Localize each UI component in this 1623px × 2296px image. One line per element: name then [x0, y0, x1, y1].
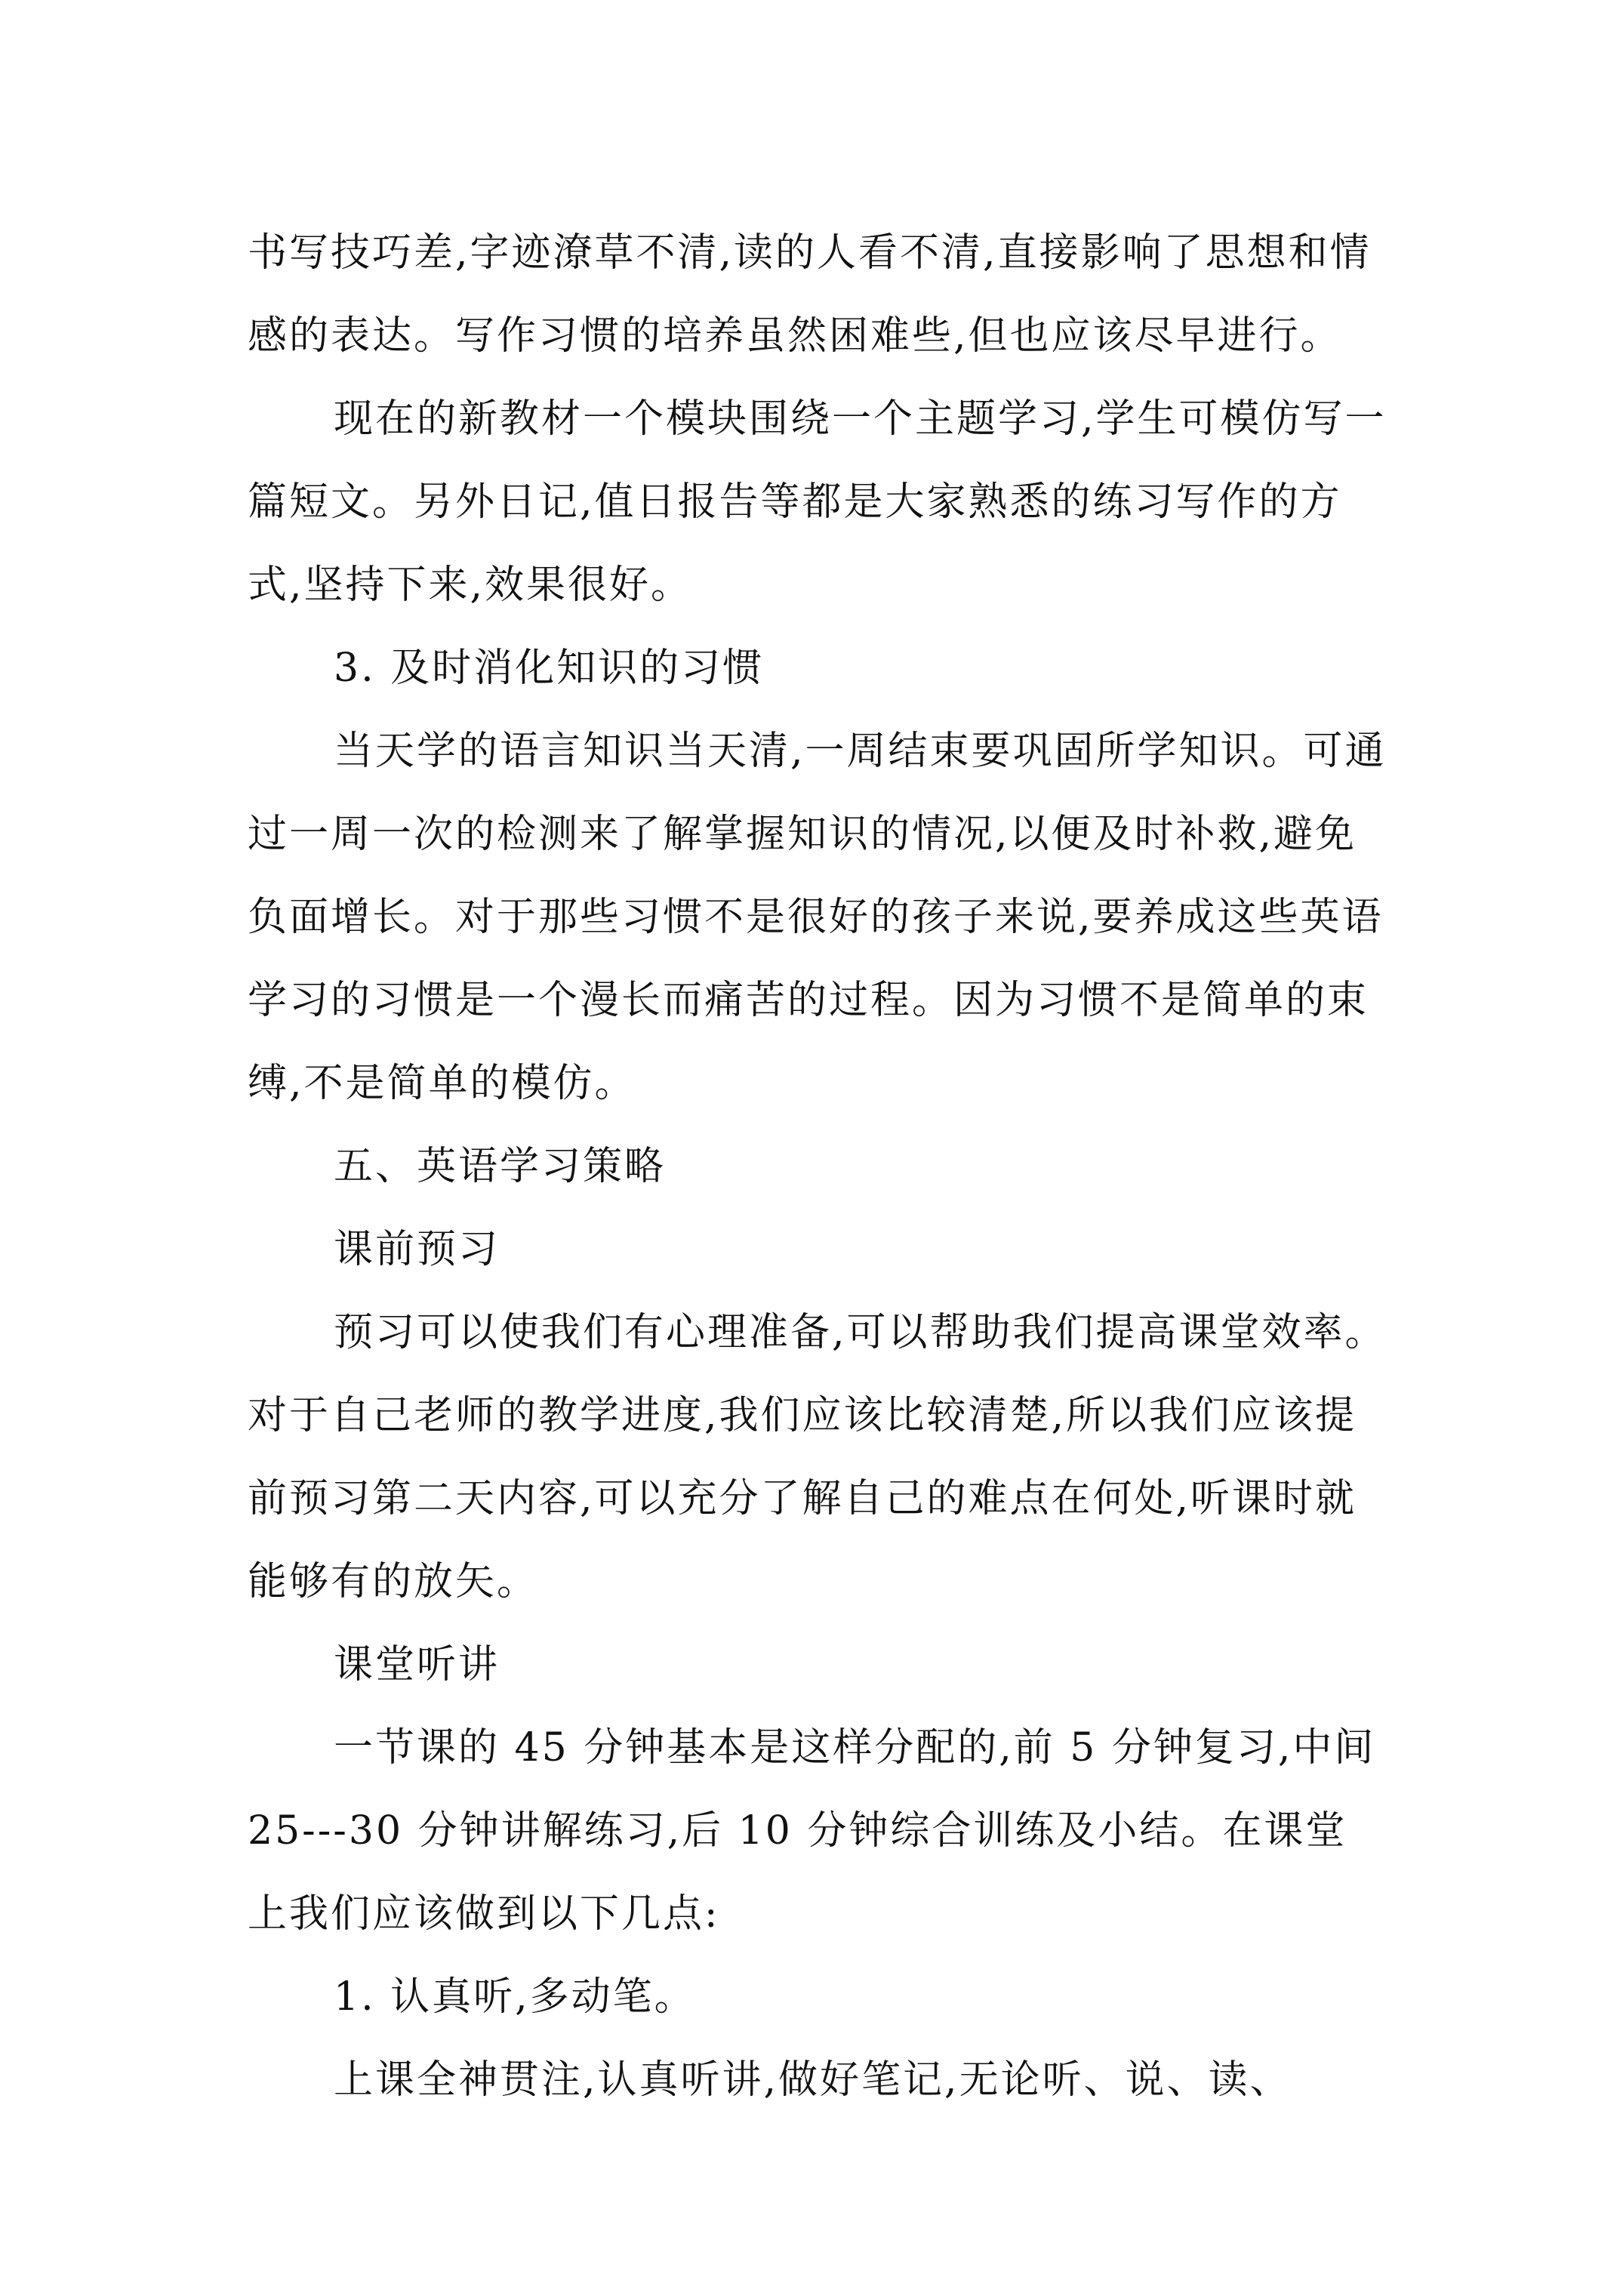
- paragraph-continued: 书写技巧差,字迹潦草不清,读的人看不清,直接影响了思想和情感的表达。写作习惯的培养虽然困难些,但也应该尽早进行。: [248, 230, 1372, 359]
- section-heading: 3. 及时消化知识的习惯: [334, 646, 765, 691]
- subsection-heading: 课堂听讲: [334, 1642, 500, 1687]
- document-body: [248, 211, 1387, 2122]
- section-heading: 五、英语学习策略: [334, 1144, 667, 1189]
- subsection-heading: 课前预习: [334, 1227, 500, 1272]
- paragraph: 现在的新教材一个模块围绕一个主题学习,学生可模仿写一篇短文。另外日记,值日报告等都是大家熟悉的练习写作的方式,坚持下来,效果很好。: [248, 396, 1387, 608]
- paragraph: 上课全神贯注,认真听讲,做好笔记,无论听、说、读、: [334, 2057, 1292, 2103]
- paragraph: 当天学的语言知识当天清,一周结束要巩固所学知识。可通过一周一次的检测来了解掌握知识的情况,以便及时补救,避免负面增长。对于那些习惯不是很好的孩子来说,要养成这些英语学习的习惯是一个漫长而痛苦的过程。因为习惯不是简单的束缚,不是简单的模仿。: [248, 729, 1387, 1106]
- paragraph: 一节课的 45 分钟基本是这样分配的,前 5 分钟复习,中间 25---30 分钟讲解练习,后 10 分钟综合训练及小结。在课堂上我们应该做到以下几点:: [248, 1725, 1376, 1937]
- list-item-heading: 1. 认真听,多动笔。: [334, 1974, 696, 2020]
- paragraph: 预习可以使我们有心理准备,可以帮助我们提高课堂效率。对于自己老师的教学进度,我们应该比较清楚,所以我们应该提前预习第二天内容,可以充分了解自己的难点在何处,听课时就能够有的放矢。: [248, 1310, 1387, 1604]
